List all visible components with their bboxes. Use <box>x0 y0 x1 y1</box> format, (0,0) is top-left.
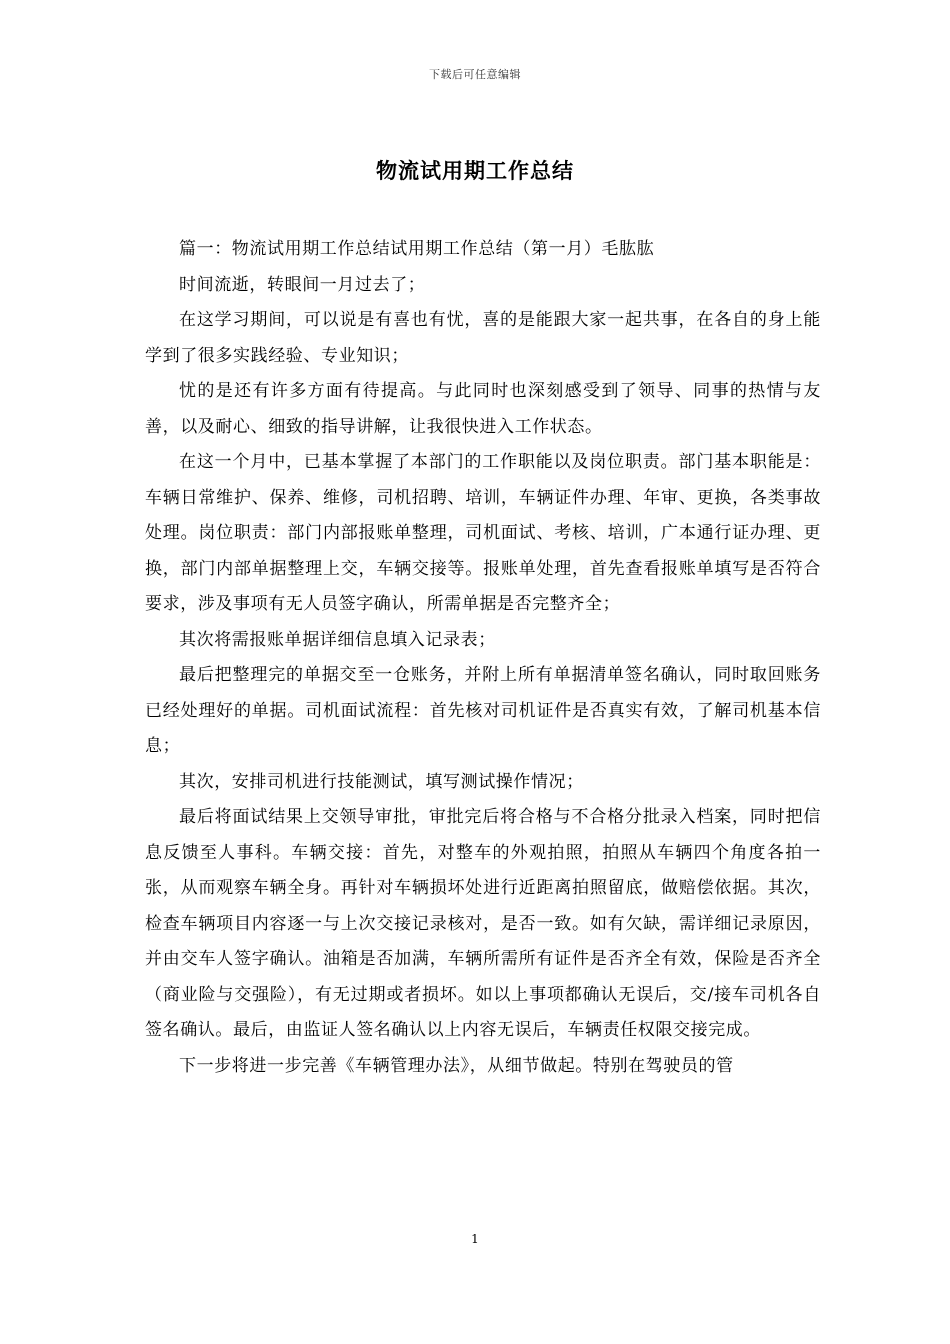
paragraph: 最后把整理完的单据交至一仓账务，并附上所有单据清单签名确认，同时取回账务已经处理好的单据。司机面试流程：首先核对司机证件是否真实有效，了解司机基本信息； <box>145 665 821 756</box>
paragraph: 在这一个月中，已基本掌握了本部门的工作职能以及岗位职责。部门基本职能是：车辆日常维护、保养、维修，司机招聘、培训，车辆证件办理、年审、更换，各类事故处理。岗位职责：部门内部报账单整理，司机面试、考核、培训，广本通行证办理、更换，部门内部单据整理上交，车辆交接等。报账单处理，首先查看报账单填写是否符合要求，涉及事项有无人员签字确认，所需单据是否完整齐全； <box>145 452 821 614</box>
paragraph: 最后将面试结果上交领导审批，审批完后将合格与不合格分批录入档案，同时把信息反馈至人事科。车辆交接：首先，对整车的外观拍照，拍照从车辆四个角度各拍一张，从而观察车辆全身。再针对车辆损坏处进行近距离拍照留底，做赔偿依据。其次，检查车辆项目内容逐一与上次交接记录核对，是否一致。如有欠缺，需详细记录原因，并由交车人签字确认。油箱是否加满，车辆所需所有证件是否齐全有效，保险是否齐全（商业险与交强险），有无过期或者损坏。如以上事项都确认无误后，交/接车司机各自签名确认。最后，由监证人签名确认以上内容无误后，车辆责任权限交接完成。 <box>145 807 821 1040</box>
paragraph: 其次，安排司机进行技能测试，填写测试操作情况； <box>179 771 584 792</box>
paragraph: 篇一：物流试用期工作总结试用期工作总结（第一月）毛肱肱 <box>179 239 655 259</box>
document-body <box>145 232 821 1084</box>
paragraph: 下一步将进一步完善《车辆管理办法》，从细节做起。特别在驾驶员的管 <box>179 1055 734 1076</box>
document-title: 物流试用期工作总结 <box>376 158 574 183</box>
paragraph: 在这学习期间，可以说是有喜也有忧，喜的是能跟大家一起共事，在各自的身上能学到了很多实践经验、专业知识； <box>145 310 821 366</box>
paragraph: 忧的是还有许多方面有待提高。与此同时也深刻感受到了领导、同事的热情与友善，以及耐心、细致的指导讲解，让我很快进入工作状态。 <box>145 381 821 437</box>
header-note: 下载后可任意编辑 <box>429 68 521 81</box>
page-number: 1 <box>471 1232 479 1246</box>
paragraph: 其次将需报账单据详细信息填入记录表； <box>179 629 496 650</box>
paragraph: 时间流逝，转眼间一月过去了； <box>179 274 426 295</box>
